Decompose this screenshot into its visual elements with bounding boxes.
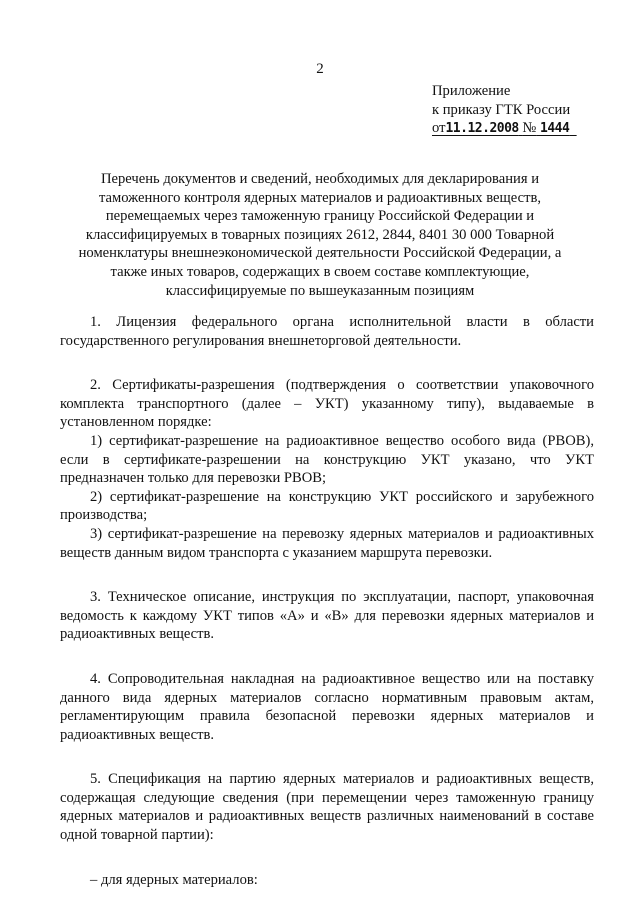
item-2-certificates: 2. Сертификаты-разрешения (подтверждения о соответствии упаковочного комплекта транспортного (далее – УКТ) указанному типу), выдаваемые в установленном порядке: (60, 377, 594, 431)
item-3-technical-description: 3. Техническое описание, инструкция по эксплуатации, паспорт, упаковочная ведомость к каждому УКТ типов «А» и «В» для перевозки ядерных материалов и радиоактивных веществ. (60, 589, 594, 643)
document-title (70, 170, 570, 300)
item-5-specification: 5. Спецификация на партию ядерных материалов и радиоактивных веществ, содержащая следующие сведения (при перемещении через таможенную границу ядерных материалов и радиоактивных веществ различных наименований в составе одной товарной партии): (60, 771, 594, 844)
page-number: 2 (316, 61, 324, 77)
item-2-subitems (60, 432, 594, 562)
item-5-nuclear-materials: – для ядерных материалов: (90, 871, 258, 888)
appendix-label: Приложение (432, 83, 511, 99)
title-line: таможенного контроля ядерных материалов и радиоактивных веществ, (98, 189, 542, 206)
order-number-label: № (522, 120, 537, 137)
title-line: классифицируемых в товарных позициях 2612, 2844, 8401 30 000 Товарной (85, 226, 555, 243)
order-from-label: от (432, 120, 446, 137)
title-line: классифицируемые по вышеуказанным позициям (165, 282, 475, 299)
title-line: номенклатуры внешнеэкономической деятельности Российской Федерации, а (78, 245, 562, 262)
appendix-header (432, 82, 632, 139)
item-2-sub-2: 2) сертификат-разрешение на конструкцию УКТ российского и зарубежного производства; (60, 488, 594, 524)
title-line: перемещаемых через таможенную границу Российской Федерации и (105, 208, 535, 225)
title-line: Перечень документов и сведений, необходимых для декларирования и (100, 171, 540, 187)
order-number: 1444 (540, 121, 570, 137)
appendix-order-ref: к приказу ГТК России (432, 101, 571, 118)
order-date: 11.12.2008 (445, 121, 519, 137)
document-body (60, 313, 594, 889)
item-1-license: 1. Лицензия федерального органа исполнительной власти в области государственного регулирования внешнеторговой деятельности. (60, 314, 594, 349)
item-2-sub-1: 1) сертификат-разрешение на радиоактивное вещество особого вида (РВОВ), если в сертификате-разрешении на конструкцию УКТ указано, что УКТ предназначен только для перевозки РВОВ; (60, 432, 594, 487)
item-4-waybill: 4. Сопроводительная накладная на радиоактивное вещество или на поставку данного вида ядерных материалов согласно нормативным правовым актам, регламентирующим правила безопасной перевозки ядерных материалов и радиоактивных веществ. (60, 670, 594, 743)
title-line: также иных товаров, содержащих в своем составе комплектующие, (110, 263, 530, 280)
item-2-sub-3: 3) сертификат-разрешение на перевозку ядерных материалов и радиоактивных веществ данным видом транспорта с указанием маршрута перевозки. (60, 525, 594, 561)
order-date-number (432, 119, 632, 139)
